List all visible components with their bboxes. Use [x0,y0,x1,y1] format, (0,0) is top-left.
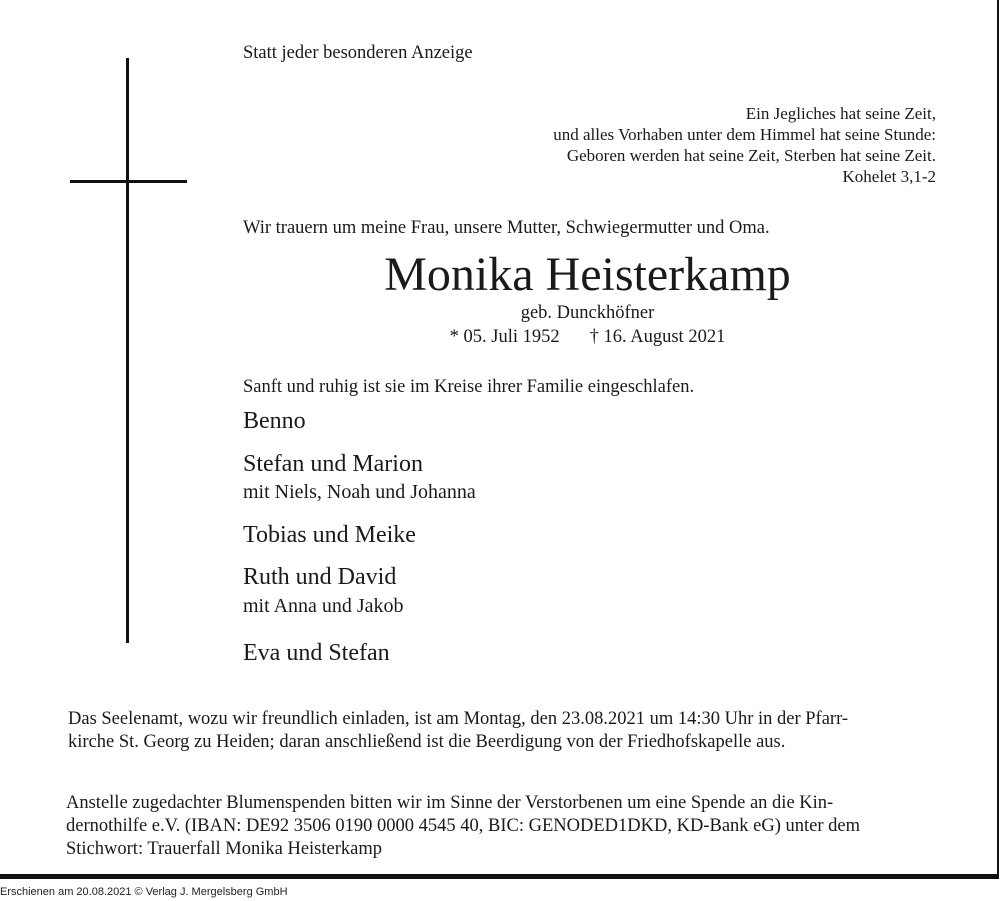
family-member: Stefan und Marion [243,451,423,477]
bible-quote [553,103,936,187]
donation-info [66,792,860,861]
cross-horizontal-bar [70,180,187,183]
donation-line: dernothilfe e.V. (IBAN: DE92 3506 0190 0000 4545 40, BIC: GENODED1DKD, KD-Bank eG) unter dem [66,816,861,836]
donation-line: Anstelle zugedachter Blumenspenden bitten wir im Sinne der Verstorbenen um eine Spende an die Kin- [66,793,834,813]
birth-date: * 05. Juli 1952 [449,327,560,347]
service-line: kirche St. Georg zu Heiden; daran anschließend ist die Beerdigung von der Friedhofskapelle aus. [68,732,786,752]
quote-line: und alles Vorhaben unter dem Himmel hat seine Stunde: [553,125,936,144]
intro-text: Statt jeder besonderen Anzeige [243,43,473,63]
publication-footer: Erschienen am 20.08.2021 © Verlag J. Mergelsberg GmbH [0,886,288,898]
life-dates [0,327,1000,348]
family-member: Eva und Stefan [243,640,390,666]
service-info [68,708,848,754]
quote-line: Ein Jegliches hat seine Zeit, [745,104,936,123]
quote-source: Kohelet 3,1-2 [842,167,936,186]
family-member: Benno [243,408,306,434]
death-date: † 16. August 2021 [589,327,726,347]
passing-line: Sanft und ruhig ist sie im Kreise ihrer Familie eingeschlafen. [243,377,695,397]
cross-vertical-bar [126,58,129,643]
service-line: Das Seelenamt, wozu wir freundlich einladen, ist am Montag, den 23.08.2021 um 14:30 Uhr in der Pfarr- [68,709,849,729]
deceased-name: Monika Heisterkamp [384,248,791,301]
quote-line: Geboren werden hat seine Zeit, Sterben hat seine Zeit. [566,146,936,165]
mourning-line: Wir trauern um meine Frau, unsere Mutter, Schwiegermutter und Oma. [243,218,770,238]
family-member: Tobias und Meike [243,522,416,548]
family-member-children: mit Anna und Jakob [243,595,404,617]
family-member-children: mit Niels, Noah und Johanna [243,481,476,503]
birth-name: geb. Dunckhöfner [520,303,655,323]
family-member: Ruth und David [243,564,397,590]
donation-line: Stichwort: Trauerfall Monika Heisterkamp [66,839,382,859]
